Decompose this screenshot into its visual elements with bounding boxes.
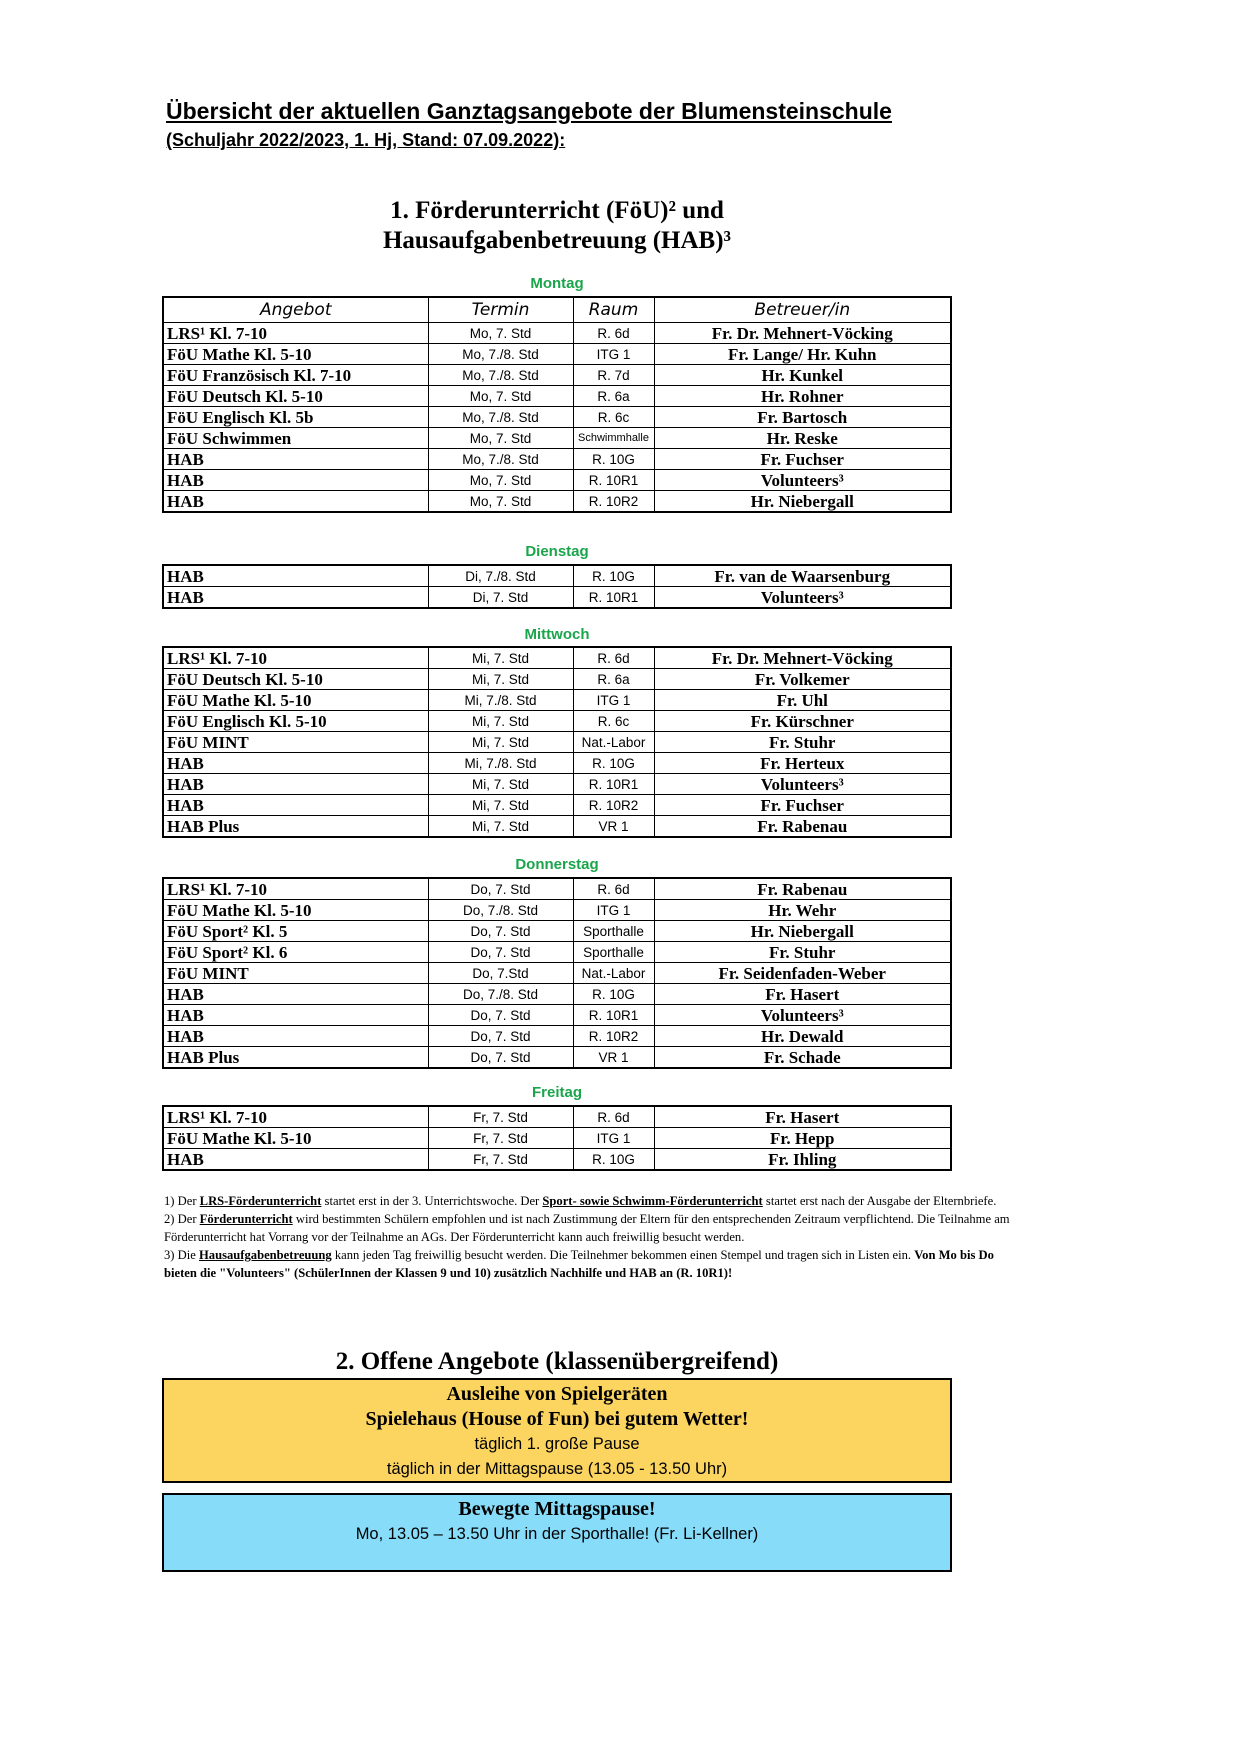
cell-raum: R. 10G — [573, 565, 654, 587]
cell-raum: R. 10R1 — [573, 1005, 654, 1026]
cell-betreuer: Fr. Bartosch — [654, 407, 951, 428]
table-row — [163, 921, 951, 942]
cell-raum: R. 6d — [573, 878, 654, 900]
cell-betreuer: Hr. Reske — [654, 428, 951, 449]
footnote-1-text: 1) Der — [164, 1194, 200, 1208]
table-row — [163, 1047, 951, 1069]
cell-angebot: HAB — [163, 1005, 428, 1026]
table-row — [163, 1106, 951, 1128]
cell-termin: Mo, 7. Std — [428, 428, 573, 449]
cell-angebot: HAB — [163, 1149, 428, 1171]
cell-raum: R. 7d — [573, 365, 654, 386]
cell-betreuer: Fr. Fuchser — [654, 795, 951, 816]
cell-angebot: HAB — [163, 774, 428, 795]
cell-raum: R. 10G — [573, 753, 654, 774]
cell-termin: Di, 7. Std — [428, 587, 573, 609]
cell-raum: R. 6c — [573, 407, 654, 428]
offer-box-detail: Mo, 13.05 – 13.50 Uhr in der Sporthalle! (Fr. Li-Kellner) — [355, 1525, 759, 1543]
cell-angebot: FöU Englisch Kl. 5b — [163, 407, 428, 428]
cell-raum: Schwimmhalle — [573, 428, 654, 449]
table-row — [163, 753, 951, 774]
cell-termin: Do, 7. Std — [428, 1005, 573, 1026]
schedule-table-donnerstag — [162, 877, 952, 1069]
cell-termin: Do, 7./8. Std — [428, 984, 573, 1005]
cell-betreuer: Fr. Lange/ Hr. Kuhn — [654, 344, 951, 365]
table-row — [163, 449, 951, 470]
table-row — [163, 565, 951, 587]
section2-heading: 2. Offene Angebote (klassenübergreifend) — [335, 1348, 779, 1375]
cell-betreuer: Hr. Niebergall — [654, 921, 951, 942]
cell-angebot: HAB — [163, 565, 428, 587]
cell-angebot: LRS¹ Kl. 7-10 — [163, 1106, 428, 1128]
footnote-1 — [164, 1192, 1014, 1210]
offer-box-mittagspause — [162, 1493, 952, 1572]
cell-termin: Di, 7./8. Std — [428, 565, 573, 587]
cell-angebot: FöU Deutsch Kl. 5-10 — [163, 386, 428, 407]
cell-angebot: LRS¹ Kl. 7-10 — [163, 878, 428, 900]
cell-termin: Do, 7. Std — [428, 942, 573, 963]
cell-angebot: HAB — [163, 753, 428, 774]
cell-termin: Fr, 7. Std — [428, 1128, 573, 1149]
table-row — [163, 344, 951, 365]
cell-raum: R. 10G — [573, 1149, 654, 1171]
footnote-3-emphasis: Hausaufgabenbetreuung — [198, 1248, 332, 1262]
cell-angebot: HAB — [163, 470, 428, 491]
table-row — [163, 774, 951, 795]
offer-box-title: Bewegte Mittagspause! — [458, 1498, 656, 1520]
cell-raum: Sporthalle — [573, 921, 654, 942]
cell-angebot: HAB Plus — [163, 816, 428, 838]
table-row — [163, 942, 951, 963]
table-row — [163, 323, 951, 344]
cell-termin: Do, 7. Std — [428, 1047, 573, 1069]
cell-raum: R. 6d — [573, 647, 654, 669]
cell-termin: Do, 7. Std — [428, 878, 573, 900]
table-row — [163, 1149, 951, 1171]
offer-box-subtitle: Spielehaus (House of Fun) bei gutem Wetter! — [365, 1408, 749, 1430]
cell-termin: Mo, 7./8. Std — [428, 365, 573, 386]
cell-raum: R. 10R2 — [573, 491, 654, 513]
cell-betreuer: Hr. Kunkel — [654, 365, 951, 386]
page-title: Übersicht der aktuellen Ganztagsangebote der Blumensteinschule — [166, 98, 892, 124]
cell-termin: Mo, 7./8. Std — [428, 449, 573, 470]
day-heading-donnerstag: Donnerstag — [515, 856, 599, 873]
cell-betreuer: Fr. Herteux — [654, 753, 951, 774]
day-heading-freitag: Freitag — [531, 1084, 582, 1101]
section1-heading-line1: 1. Förderunterricht (FöU)² und — [390, 197, 724, 224]
cell-termin: Mo, 7./8. Std — [428, 344, 573, 365]
cell-betreuer: Fr. Fuchser — [654, 449, 951, 470]
cell-betreuer: Fr. Hasert — [654, 984, 951, 1005]
cell-raum: R. 6a — [573, 386, 654, 407]
footnote-1-text: startet erst in der 3. Unterrichtswoche. Der — [321, 1194, 543, 1208]
cell-raum: Nat.-Labor — [573, 963, 654, 984]
table-row — [163, 647, 951, 669]
cell-raum: R. 6a — [573, 669, 654, 690]
cell-betreuer: Hr. Rohner — [654, 386, 951, 407]
cell-raum: R. 10R2 — [573, 795, 654, 816]
cell-raum: R. 6d — [573, 323, 654, 344]
footnote-1-emphasis: LRS-Förderunterricht — [199, 1194, 322, 1208]
table-row — [163, 386, 951, 407]
cell-betreuer: Hr. Wehr — [654, 900, 951, 921]
column-header-termin: Termin — [428, 297, 573, 323]
cell-raum: VR 1 — [573, 1047, 654, 1069]
cell-betreuer: Fr. Schade — [654, 1047, 951, 1069]
column-header-betreuer: Betreuer/in — [654, 297, 951, 323]
offer-box-detail: täglich 1. große Pause — [474, 1435, 640, 1453]
cell-termin: Mi, 7. Std — [428, 711, 573, 732]
cell-termin: Do, 7.Std — [428, 963, 573, 984]
table-row — [163, 963, 951, 984]
cell-angebot: FöU Sport² Kl. 6 — [163, 942, 428, 963]
table-row — [163, 711, 951, 732]
cell-termin: Mi, 7. Std — [428, 647, 573, 669]
cell-angebot: FöU Sport² Kl. 5 — [163, 921, 428, 942]
footnote-3-bold: Von Mo bis Do bieten die "Volunteers" (SchülerInnen der Klassen 9 und 10) zusätzlich Nachhilfe und HAB an (R. 10R1)! — [164, 1248, 994, 1280]
cell-betreuer: Fr. Hepp — [654, 1128, 951, 1149]
footnote-2-text: wird bestimmten Schülern empfohlen und ist nach Zustimmung der Eltern für den entsprechenden Zeitraum verpflichtend. Die Teilnahme am Förderunterricht hat Vorrang vor der Teilnahme an AGs. Der Förderunterricht kann auch freiwillig besucht werden. — [164, 1212, 1010, 1244]
table-row — [163, 690, 951, 711]
footnote-2-text: 2) Der — [164, 1212, 200, 1226]
cell-angebot: FöU Deutsch Kl. 5-10 — [163, 669, 428, 690]
cell-betreuer: Fr. Ihling — [654, 1149, 951, 1171]
cell-angebot: FöU MINT — [163, 963, 428, 984]
cell-termin: Mo, 7. Std — [428, 470, 573, 491]
table-row — [163, 669, 951, 690]
cell-raum: R. 10R1 — [573, 774, 654, 795]
cell-raum: ITG 1 — [573, 690, 654, 711]
day-heading-mittwoch: Mittwoch — [524, 626, 590, 643]
cell-termin: Mo, 7. Std — [428, 386, 573, 407]
cell-angebot: FöU Mathe Kl. 5-10 — [163, 1128, 428, 1149]
cell-raum: R. 10G — [573, 449, 654, 470]
section1-heading-line2: Hausaufgabenbetreuung (HAB)³ — [382, 227, 732, 254]
section1-heading — [162, 196, 952, 256]
cell-termin: Fr, 7. Std — [428, 1149, 573, 1171]
cell-angebot: HAB Plus — [163, 1047, 428, 1069]
cell-betreuer: Volunteers³ — [654, 470, 951, 491]
cell-betreuer: Fr. van de Waarsenburg — [654, 565, 951, 587]
cell-angebot: LRS¹ Kl. 7-10 — [163, 647, 428, 669]
cell-angebot: HAB — [163, 984, 428, 1005]
cell-termin: Mo, 7. Std — [428, 323, 573, 344]
cell-termin: Mi, 7. Std — [428, 732, 573, 753]
cell-betreuer: Fr. Dr. Mehnert-Vöcking — [654, 647, 951, 669]
table-row — [163, 878, 951, 900]
cell-betreuer: Hr. Dewald — [654, 1026, 951, 1047]
cell-betreuer: Volunteers³ — [654, 774, 951, 795]
table-row — [163, 428, 951, 449]
cell-angebot: HAB — [163, 1026, 428, 1047]
cell-raum: R. 10R1 — [573, 470, 654, 491]
cell-termin: Do, 7./8. Std — [428, 900, 573, 921]
cell-raum: R. 10R2 — [573, 1026, 654, 1047]
cell-betreuer: Hr. Niebergall — [654, 491, 951, 513]
cell-betreuer: Fr. Seidenfaden-Weber — [654, 963, 951, 984]
cell-betreuer: Fr. Stuhr — [654, 732, 951, 753]
column-header-raum: Raum — [573, 297, 654, 323]
schedule-table-mittwoch — [162, 646, 952, 838]
cell-termin: Do, 7. Std — [428, 1026, 573, 1047]
cell-raum: ITG 1 — [573, 900, 654, 921]
cell-angebot: FöU MINT — [163, 732, 428, 753]
cell-raum: Nat.-Labor — [573, 732, 654, 753]
cell-angebot: HAB — [163, 491, 428, 513]
cell-betreuer: Volunteers³ — [654, 1005, 951, 1026]
cell-angebot: FöU Mathe Kl. 5-10 — [163, 900, 428, 921]
footnote-3-text: kann jeden Tag freiwillig besucht werden. Die Teilnehmer bekommen einen Stempel und tragen sich in Listen ein. — [331, 1248, 915, 1262]
table-row — [163, 816, 951, 838]
table-row — [163, 900, 951, 921]
cell-termin: Mi, 7. Std — [428, 795, 573, 816]
cell-betreuer: Volunteers³ — [654, 587, 951, 609]
day-heading-montag: Montag — [530, 275, 584, 292]
table-row — [163, 587, 951, 609]
cell-raum: Sporthalle — [573, 942, 654, 963]
cell-termin: Mo, 7. Std — [428, 491, 573, 513]
footnotes — [164, 1192, 1014, 1282]
footnote-3 — [164, 1246, 1014, 1282]
table-row — [163, 1026, 951, 1047]
cell-raum: R. 10G — [573, 984, 654, 1005]
table-header-row — [163, 297, 951, 323]
cell-raum: R. 10R1 — [573, 587, 654, 609]
footnote-1-text: startet erst nach der Ausgabe der Elternbriefe. — [762, 1194, 997, 1208]
schedule-table-montag — [162, 296, 952, 513]
table-row — [163, 1005, 951, 1026]
schedule-table-dienstag — [162, 564, 952, 609]
cell-betreuer: Fr. Hasert — [654, 1106, 951, 1128]
cell-angebot: HAB — [163, 449, 428, 470]
footnote-2 — [164, 1210, 1014, 1246]
cell-betreuer: Fr. Kürschner — [654, 711, 951, 732]
cell-betreuer: Fr. Rabenau — [654, 816, 951, 838]
table-row — [163, 984, 951, 1005]
cell-betreuer: Fr. Uhl — [654, 690, 951, 711]
table-row — [163, 470, 951, 491]
table-row — [163, 1128, 951, 1149]
cell-termin: Mi, 7. Std — [428, 669, 573, 690]
footnote-1-emphasis: Sport- sowie Schwimm-Förderunterricht — [542, 1194, 763, 1208]
cell-angebot: FöU Mathe Kl. 5-10 — [163, 344, 428, 365]
column-header-angebot: Angebot — [163, 297, 428, 323]
page-subtitle: (Schuljahr 2022/2023, 1. Hj, Stand: 07.09.2022): — [166, 130, 566, 150]
cell-angebot: FöU Mathe Kl. 5-10 — [163, 690, 428, 711]
cell-termin: Do, 7. Std — [428, 921, 573, 942]
offer-box-detail: täglich in der Mittagspause (13.05 - 13.50 Uhr) — [386, 1460, 728, 1478]
cell-betreuer: Fr. Rabenau — [654, 878, 951, 900]
cell-termin: Mi, 7./8. Std — [428, 690, 573, 711]
offer-box-spielgeraete — [162, 1378, 952, 1483]
cell-termin: Mo, 7./8. Std — [428, 407, 573, 428]
cell-angebot: HAB — [163, 795, 428, 816]
table-row — [163, 732, 951, 753]
cell-raum: VR 1 — [573, 816, 654, 838]
table-row — [163, 795, 951, 816]
table-row — [163, 407, 951, 428]
cell-angebot: LRS¹ Kl. 7-10 — [163, 323, 428, 344]
cell-termin: Fr, 7. Std — [428, 1106, 573, 1128]
table-row — [163, 491, 951, 513]
cell-angebot: FöU Englisch Kl. 5-10 — [163, 711, 428, 732]
cell-raum: ITG 1 — [573, 344, 654, 365]
cell-raum: R. 6d — [573, 1106, 654, 1128]
footnote-2-emphasis: Förderunterricht — [199, 1212, 293, 1226]
cell-betreuer: Fr. Stuhr — [654, 942, 951, 963]
cell-termin: Mi, 7./8. Std — [428, 753, 573, 774]
cell-betreuer: Fr. Dr. Mehnert-Vöcking — [654, 323, 951, 344]
cell-raum: ITG 1 — [573, 1128, 654, 1149]
cell-angebot: HAB — [163, 587, 428, 609]
table-row — [163, 365, 951, 386]
cell-termin: Mi, 7. Std — [428, 816, 573, 838]
cell-angebot: FöU Französisch Kl. 7-10 — [163, 365, 428, 386]
schedule-table-freitag — [162, 1105, 952, 1171]
footnote-3-text: 3) Die — [164, 1248, 199, 1262]
day-heading-dienstag: Dienstag — [525, 543, 589, 560]
cell-angebot: FöU Schwimmen — [163, 428, 428, 449]
cell-termin: Mi, 7. Std — [428, 774, 573, 795]
offer-box-title: Ausleihe von Spielgeräten — [446, 1383, 668, 1405]
cell-raum: R. 6c — [573, 711, 654, 732]
cell-betreuer: Fr. Volkemer — [654, 669, 951, 690]
